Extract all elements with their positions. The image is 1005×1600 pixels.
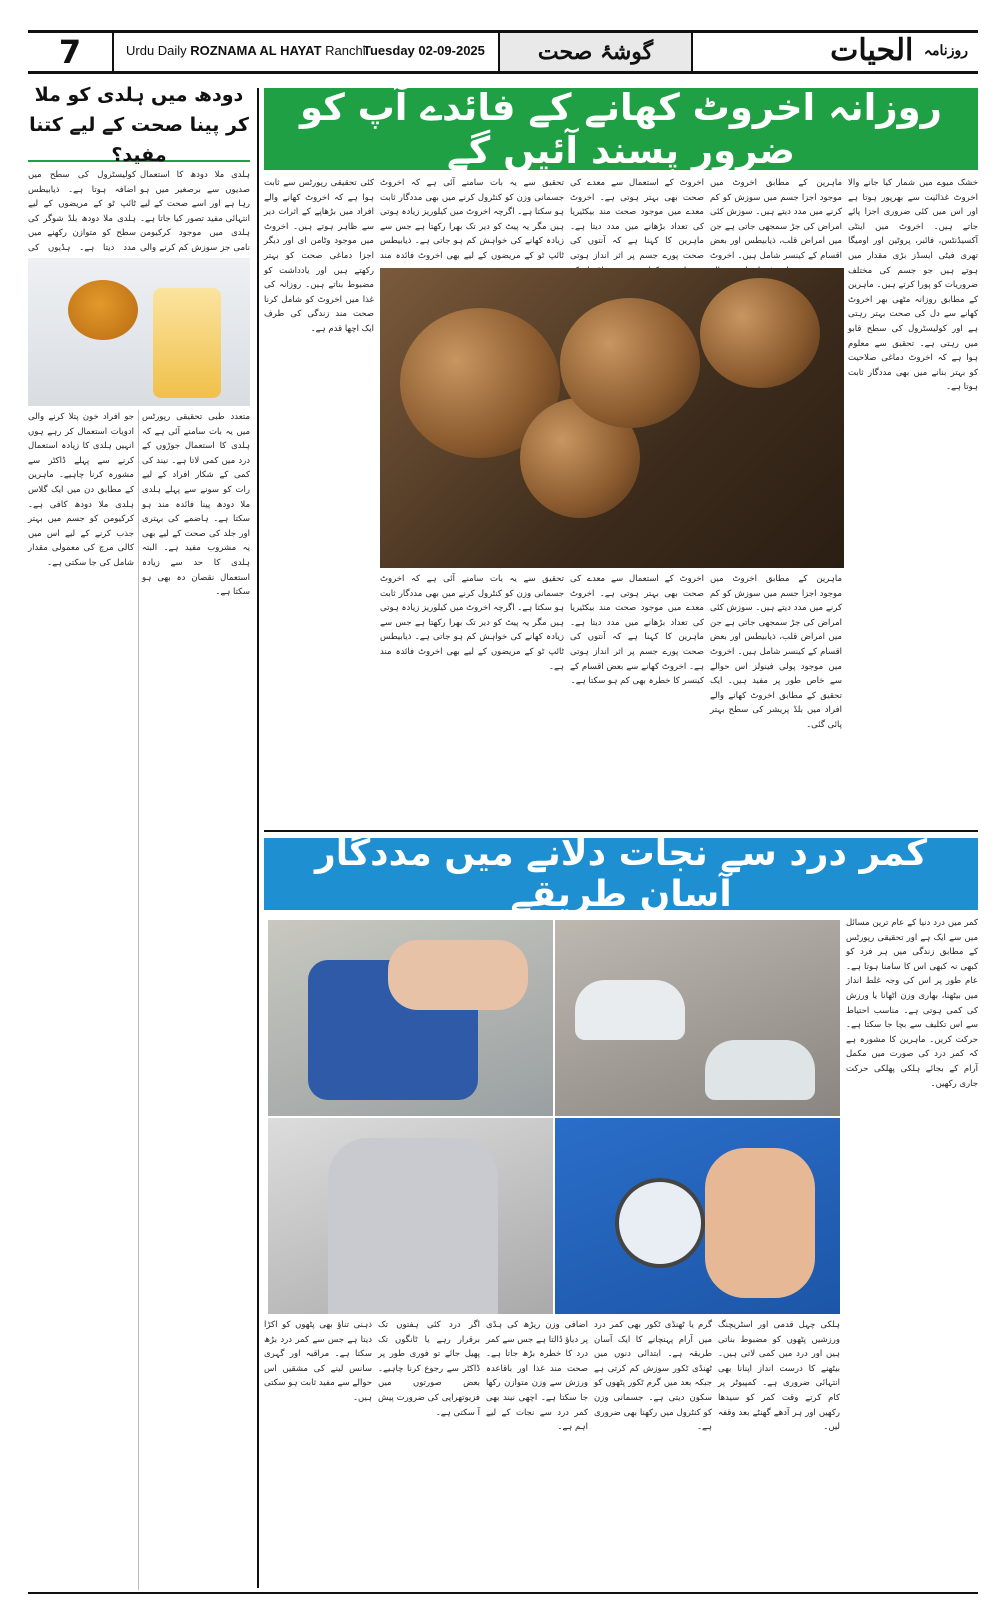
logo-small-text: روزنامہ [923,43,968,59]
backpain-column-3: گرم یا ٹھنڈی ٹکور بھی کمر درد میں آرام پہنچانے کا ایک آسان طریقہ ہے۔ ابتدائی دنوں میں ٹھنڈی ٹکور سوزش کم کرتی ہے جبکہ بعد میں گرم ٹکور پٹھوں کو سکون دیتی ہے۔ جسمانی وزن کو کنٹرول میں رکھنا بھی ضروری ہے۔ [594,1320,712,1433]
walnut-column-2b: ماہرین کے مطابق اخروٹ میں موجود اجزا جسم میں سوزش کو کم کرنے میں مدد دیتے ہیں۔ سوزش کئی امراض کی جڑ سمجھی جاتی ہے جن میں امراض قلب، ذیابیطس اور بعض اقسام کے کینسر شامل ہیں۔ اخروٹ میں موجود پولی فینولز اس حوالے سے خاص طور پر مفید ہیں۔ ایک تحقیق کے مطابق اخروٹ کھانے والے افراد میں بلڈ پریشر کی سطح بہتر پائی گئی۔ [710,574,842,730]
issue-date: Tuesday 02-09-2025 [363,43,485,58]
backpain-headline: کمر درد سے نجات دلانے میں مددگار آسان طریقے [264,838,978,910]
walnut-column-3b: اخروٹ کے استعمال سے معدے کی صحت بھی بہتر ہوتی ہے۔ اخروٹ معدے میں موجود صحت مند بیکٹیریا کی تعداد بڑھانے میں مدد دیتا ہے۔ ماہرین کا کہنا ہے کہ آنتوں کی صحت پورے جسم پر اثر انداز ہوتی ہے۔ اخروٹ کھانے سے بعض اقسام کے کینسر کا خطرہ بھی کم ہو سکتا ہے۔ [570,574,704,687]
turmeric-headline: دودھ میں ہلدی کو ملا کر پینا صحت کے لیے کتنا مفید؟ [29,84,249,166]
backpain-column-6: ذہنی تناؤ بھی پٹھوں کو اکڑا دیتا ہے جس سے کمر درد بڑھ سکتا ہے۔ مراقبہ اور گہری سانس لینے کی مشقیں اس حوالے سے مفید ثابت ہو سکتی ہیں۔ [264,1320,372,1403]
backpain-column-5: اگر درد کئی ہفتوں تک برقرار رہے یا ٹانگوں تک پھیل جائے تو فوری طور پر ڈاکٹر سے رجوع کرنا چاہیے۔ بعض صورتوں میں فزیوتھراپی کی ضرورت پیش آ سکتی ہے۔ [378,1320,480,1418]
back-pain-photo [268,1118,553,1314]
section-divider-horizontal [264,830,978,832]
turmeric-milk-photo [28,258,250,406]
backpain-column-1: کمر میں درد دنیا کے عام ترین مسائل میں سے ایک ہے اور تحقیقی رپورٹس کے مطابق زندگی میں ہر فرد کو کبھی نہ کبھی اس کا سامنا ہوتا ہے۔ عام طور پر اس کی وجہ غلط انداز میں بیٹھنا، بھاری وزن اٹھانا یا ورزش کی کمی ہوتی ہے۔ مناسب احتیاط سے اس تکلیف سے بچا جا سکتا ہے۔ حرکت کریں۔ ماہرین کا مشورہ ہے کہ کمر درد کی صورت میں مکمل آرام کے بجائے ہلکی پھلکی حرکت جاری رکھیں۔ [846,918,978,1089]
backpain-column-4: اضافی وزن ریڑھ کی ہڈی پر دباؤ ڈالتا ہے جس سے کمر درد کا خطرہ بڑھ جاتا ہے۔ صحت مند غذا اور باقاعدہ ورزش سے وزن متوازن رکھا جا سکتا ہے۔ اچھی نیند بھی کمر درد سے نجات کے لیے اہم ہے۔ [486,1320,588,1433]
hot-water-bottle-photo [268,920,553,1116]
weighing-scale-photo [555,1118,840,1314]
shoe-shape [575,980,685,1040]
foot-shape [705,1148,815,1298]
person-back-shape [328,1138,498,1314]
page-number: 7 [28,33,114,71]
walnut-headline: روزانہ اخروٹ کھانے کے فائدے آپ کو ضرور پسند آئیں گے [264,88,978,170]
turmeric-column-1: ہلدی ملا دودھ کا استعمال صدیوں سے برصغیر میں ہو رہا ہے اور اسے صحت کے لیے انتہائی مفید تصور کیا جاتا ہے۔ ہلدی میں موجود کرکیومن نامی جز سوزش کم کرنے والی [140,170,250,253]
walnut-column-2: ماہرین کے مطابق اخروٹ میں موجود اجزا جسم میں سوزش کو کم کرنے میں مدد دیتے ہیں۔ سوزش کئی امراض کی جڑ سمجھی جاتی ہے جن میں امراض قلب، ذیابیطس اور بعض اقسام کے کینسر شامل ہیں۔ اخروٹ [710,178,842,261]
scale-dial-shape [615,1178,705,1268]
paper-line-prefix: Urdu Daily [126,43,191,58]
shoe-shape [705,1040,815,1100]
section-divider [257,88,259,1588]
walnut-column-1: خشک میوے میں شمار کیا جانے والا اخروٹ غذائیت سے بھرپور ہوتا ہے اور اس میں کئی ضروری اجزا پائے جاتے ہیں۔ اخروٹ میں اینٹی آکسیڈنٹس، فائبر، پروٹین اور اومیگا تھری فیٹی ایسڈز بڑی مقدار میں ہوتے ہیں جو جسم کی مختلف ضروریات کو پورا کرتے ہیں۔ ماہرین کے مطابق روزانہ مٹھی بھر اخروٹ کھانے سے دل کی صحت بہتر رہتی ہے اور کولیسٹرول کی سطح قابو میں رہتی ہے۔ تحقیق سے معلوم ہوا ہے کہ اخروٹ دماغی صلاحیت کو بہتر بنانے میں بھی مددگار ثابت ہوتا ہے۔ [848,178,978,393]
hand-shape [388,940,528,1010]
turmeric-column-4: جو افراد خون پتلا کرنے والی ادویات استعمال کر رہے ہوں انہیں ہلدی کا زیادہ استعمال کرنے سے پہلے ڈاکٹر سے مشورہ کرنا چاہیے۔ ماہرین کے مطابق دن میں ایک گلاس ہلدی ملا دودھ کافی ہے۔ کرکیومن کو جسم میں بہتر جذب کرنے کے لیے اس میں کالی مرچ کی معمولی مقدار شامل کی جا سکتی ہے۔ [28,412,134,568]
milk-glass-shape [153,288,221,398]
turmeric-column-3: متعدد طبی تحقیقی رپورٹس میں یہ بات سامنے آئی ہے کہ ہلدی کا استعمال جوڑوں کے درد میں کمی لاتا ہے۔ نیند کی کمی کے شکار افراد کے لیے رات کو سونے سے پہلے ہلدی ملا دودھ پینا فائدہ مند ہو سکتا ہے۔ ہاضمے کی بہتری اور جلد کی صحت کے لیے بھی یہ مشروب مفید ہے۔ البتہ ہلدی کا حد سے زیادہ استعمال نقصان دہ بھی ہو سکتا ہے۔ [142,412,250,598]
masthead [28,30,978,74]
turmeric-column-2: کولیسٹرول کی سطح میں اضافہ ہوتا ہے۔ ذیابیطس ٹائپ ٹو کے مریضوں کے لیے ہلدی ملا دودھ بلڈ شوگر کی سطح کو متوازن رکھنے میں مدد دیتا ہے۔ ہڈیوں کی [28,170,136,253]
page-bottom-rule [28,1592,978,1594]
walnut-column-4b: تحقیق سے یہ بات سامنے آئی ہے کہ اخروٹ جسمانی وزن کو کنٹرول کرنے میں بھی مددگار ثابت ہو سکتا ہے۔ اگرچہ اخروٹ میں کیلوریز زیادہ ہوتی ہیں مگر یہ پیٹ کو دیر تک بھرا رکھتا ہے جس سے زیادہ کھانے کی خواہش کم ہو جاتی ہے۔ ذیابیطس ٹائپ ٹو کے مریضوں کے لیے بھی اخروٹ فائدہ مند ہے۔ [380,574,564,672]
logo-text: الحیات [830,33,914,68]
backpain-column-2: ہلکی چہل قدمی اور اسٹریچنگ ورزشیں پٹھوں کو مضبوط بناتی ہیں اور درد میں کمی لاتی ہیں۔ بیٹھنے کا درست انداز اپنانا بھی انتہائی ضروری ہے۔ کمپیوٹر پر کام کرتے وقت کمر کو سیدھا رکھیں اور ہر آدھے گھنٹے بعد وقفہ لیں۔ [718,1320,840,1433]
turmeric-bowl-shape [68,280,138,340]
paper-line [126,43,366,58]
column-rule [138,410,139,1590]
walking-shoes-photo [555,920,840,1116]
walnut-column-5: کئی تحقیقی رپورٹس سے ثابت ہوا ہے کہ اخروٹ کھانے والے افراد میں بڑھاپے کے اثرات دیر سے ظاہر ہوتے ہیں۔ اخروٹ میں موجود وٹامن ای اور دیگر اجزا دماغی صحت کو بہتر رکھتے ہیں اور یادداشت کو مضبوط بناتے ہیں۔ روزانہ کی غذا میں اخروٹ کو شامل کرنا صحت مند زندگی کی طرف ایک اچھا قدم ہے۔ [264,178,374,334]
walnut-shape [700,278,820,388]
walnuts-photo [380,268,844,568]
newspaper-logo [830,31,968,71]
walnut-shape [560,298,700,428]
walnut-column-3: اخروٹ کے استعمال سے معدے کی صحت بھی بہتر ہوتی ہے۔ اخروٹ معدے میں موجود صحت مند بیکٹیریا کی تعداد بڑھانے میں مدد دیتا ہے۔ ماہرین کا کہنا ہے کہ آنتوں کی صحت پورے جسم پر اثر انداز ہوتی [570,178,704,261]
section-title: گوشۂ صحت [498,33,693,71]
walnut-column-4: تحقیق سے یہ بات سامنے آئی ہے کہ اخروٹ جسمانی وزن کو کنٹرول کرنے میں بھی مددگار ثابت ہو سکتا ہے۔ اگرچہ اخروٹ میں کیلوریز زیادہ ہوتی ہیں مگر یہ پیٹ کو دیر تک بھرا رکھتا ہے جس سے زیادہ کھانے کی خواہش کم ہو جاتی ہے۔ ذیابیطس ٹائپ ٹو کے مریضوں کے لیے بھی اخروٹ فائدہ مند [380,178,564,261]
paper-city: Ranchi [321,43,366,58]
paper-name: ROZNAMA AL HAYAT [190,43,322,58]
